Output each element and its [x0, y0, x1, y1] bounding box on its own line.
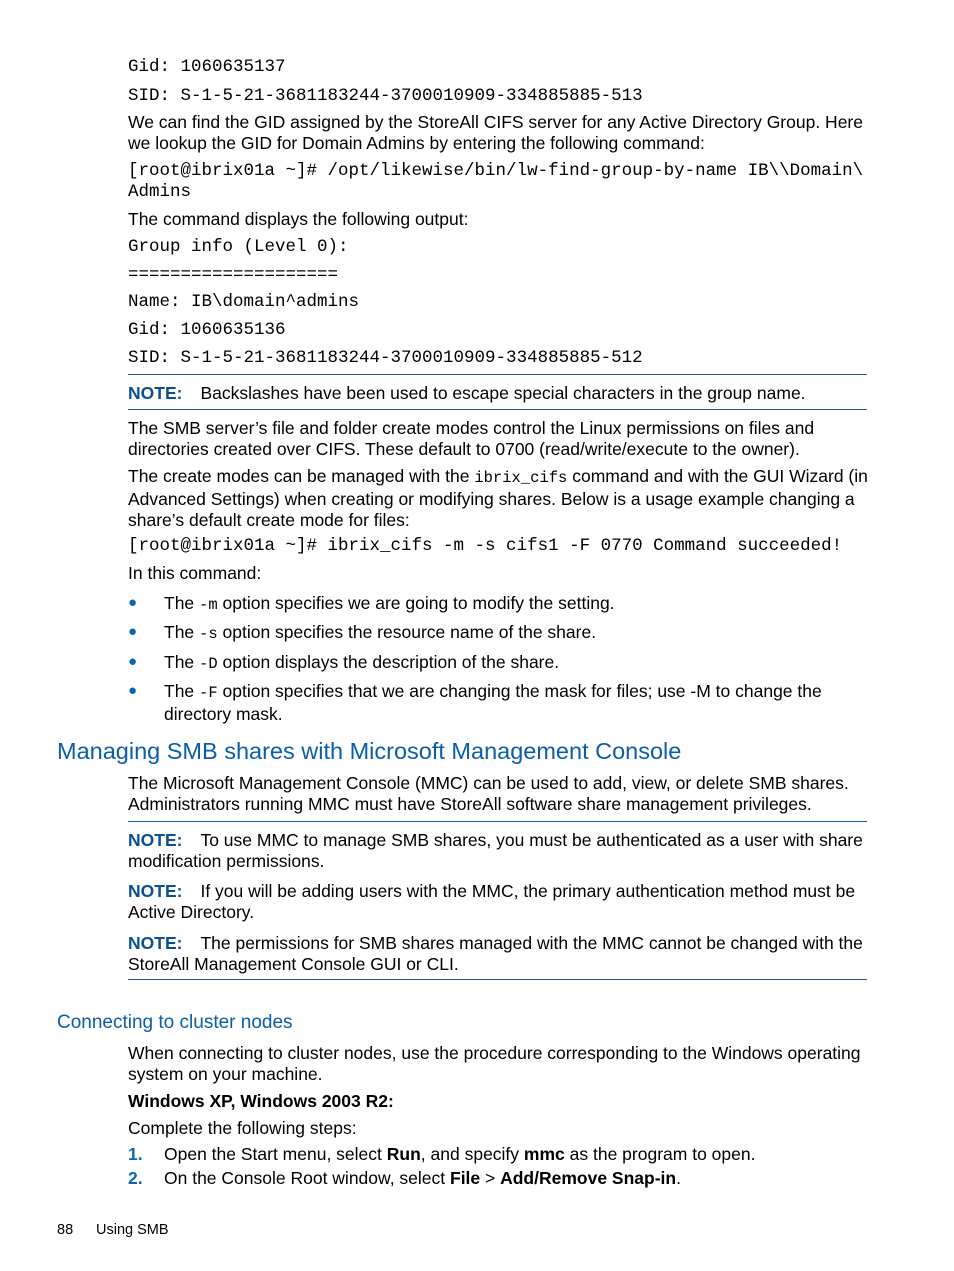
notes-top-rule [128, 821, 867, 822]
ui-term-run: Run [386, 1144, 421, 1164]
command-line-2: [root@ibrix01a ~]# ibrix_cifs -m -s cifs1 -F 0770 Command succeeded! [128, 536, 843, 556]
note-bottom-rule [128, 409, 867, 410]
bullet-item [164, 681, 869, 725]
bullet-icon: ● [128, 653, 138, 670]
step-text [164, 1168, 869, 1189]
gid-line-1: Gid: 1060635137 [128, 57, 286, 77]
subsection-title: Connecting to cluster nodes [57, 1012, 293, 1033]
step-number: 1. [128, 1144, 143, 1164]
bullet-text: option specifies that we are changing the mask for files; use -M to change the directory mask. [164, 681, 822, 724]
notes-bottom-rule [128, 979, 867, 980]
note-label: NOTE: [128, 881, 183, 901]
bullet-text: option specifies the resource name of the share. [217, 622, 597, 642]
section-title: Managing SMB shares with Microsoft Management Console [57, 738, 682, 764]
group-info-line: Group info (Level 0): [128, 237, 349, 257]
page-number: 88 [57, 1222, 74, 1238]
step-text-part: On the Console Root window, select [164, 1168, 450, 1188]
bullet-text: option specifies we are going to modify the setting. [217, 593, 615, 613]
footer-section-name: Using SMB [96, 1222, 169, 1238]
create-modes-text-1: The create modes can be managed with the [128, 466, 475, 486]
name-line: Name: IB\domain^admins [128, 292, 360, 312]
note-mmc-auth [128, 830, 868, 872]
sid-line-2: SID: S-1-5-21-3681183244-3700010909-334885885-512 [128, 348, 643, 368]
note-text: Backslashes have been used to escape special characters in the group name. [200, 383, 806, 403]
bullet-icon: ● [128, 623, 138, 640]
step-number: 2. [128, 1168, 143, 1188]
sid-line-1: SID: S-1-5-21-3681183244-3700010909-334885885-513 [128, 86, 643, 106]
separator-line: ==================== [128, 265, 339, 285]
output-intro: The command displays the following output: [128, 209, 469, 229]
command-line-1b: Admins [128, 182, 192, 202]
bullet-icon: ● [128, 682, 138, 699]
subsection-intro: When connecting to cluster nodes, use the procedure corresponding to the Windows operating system on your machine. [128, 1043, 861, 1084]
steps-intro: Complete the following steps: [128, 1118, 357, 1138]
create-modes-paragraph [128, 466, 868, 531]
note-mmc-perms [128, 933, 868, 975]
note-label: NOTE: [128, 933, 183, 953]
step-text-part: as the program to open. [564, 1144, 756, 1164]
section-intro: The Microsoft Management Console (MMC) can be used to add, view, or delete SMB shares. Administrators running MMC must have StoreAll software share management privileges. [128, 773, 849, 814]
smb-modes-paragraph: The SMB server’s file and folder create modes control the Linux permissions on files and directories created over CIFS. These default to 0700 (read/write/execute to the owner). [128, 418, 815, 459]
create-modes-text-2: command and with the GUI Wizard (in Advanced Settings) when creating or modifying shares. Below is a usage example changing a share’s default create mode for files: [128, 466, 868, 530]
note-top-rule [128, 374, 867, 375]
ui-term-add-remove-snap-in: Add/Remove Snap-in [500, 1168, 677, 1188]
note-label: NOTE: [128, 383, 183, 403]
bullet-item [164, 593, 869, 616]
bullet-item [164, 622, 869, 645]
command-line-1a: [root@ibrix01a ~]# /opt/likewise/bin/lw-find-group-by-name IB\\Domain\ [128, 161, 864, 181]
note-label: NOTE: [128, 830, 183, 850]
in-this-command: In this command: [128, 563, 262, 583]
step-text-part: . [676, 1168, 681, 1188]
bullet-text: The [164, 622, 200, 642]
bullet-icon: ● [128, 594, 138, 611]
bullet-code: -s [199, 625, 218, 643]
gid-line-2: Gid: 1060635136 [128, 320, 286, 340]
ui-term-file: File [450, 1168, 481, 1188]
note-text: If you will be adding users with the MMC, the primary authentication method must be Active Directory. [128, 881, 856, 922]
step-text-part: , and specify [420, 1144, 524, 1164]
find-gid-paragraph: We can find the GID assigned by the StoreAll CIFS server for any Active Directory Group. Here we lookup the GID for Domain Admins by entering the following command: [128, 112, 863, 153]
ui-term-mmc: mmc [523, 1144, 565, 1164]
note-text: The permissions for SMB shares managed with the MMC cannot be changed with the StoreAll Management Console GUI or CLI. [128, 933, 863, 974]
note-backslashes [128, 383, 868, 404]
bullet-text: The [164, 593, 200, 613]
ibrix-cifs-code: ibrix_cifs [474, 469, 568, 487]
bullet-text: The [164, 681, 200, 701]
bullet-code: -F [199, 684, 218, 702]
os-heading: Windows XP, Windows 2003 R2: [128, 1091, 394, 1111]
bullet-item [164, 652, 869, 675]
step-text-part: > [480, 1168, 501, 1188]
bullet-code: -m [199, 596, 218, 614]
note-mmc-ad [128, 881, 868, 923]
step-text [164, 1144, 869, 1165]
note-text: To use MMC to manage SMB shares, you must be authenticated as a user with share modification permissions. [128, 830, 863, 871]
step-text-part: Open the Start menu, select [164, 1144, 387, 1164]
bullet-text: The [164, 652, 200, 672]
bullet-text: option displays the description of the share. [217, 652, 560, 672]
bullet-code: -D [199, 655, 218, 673]
